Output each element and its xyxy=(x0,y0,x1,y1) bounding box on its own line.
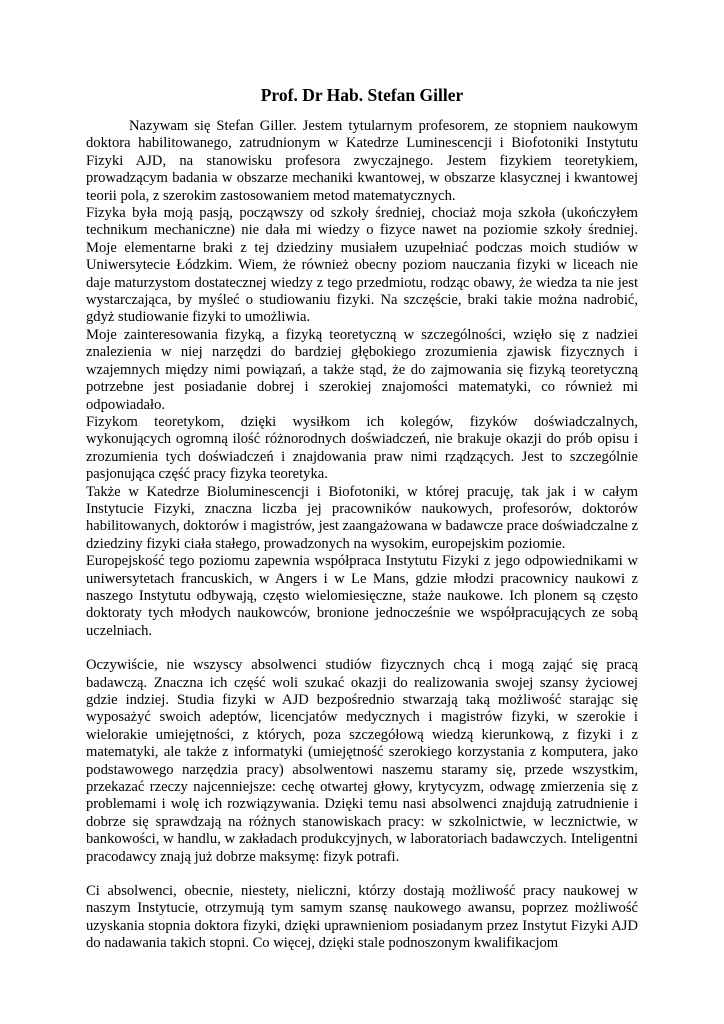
document-page xyxy=(86,84,638,953)
paragraph-graduates: Oczywiście, nie wszyscy absolwenci studiów fizycznych chcą i mogą zająć się pracą badawczą. Znaczna ich część woli szukać okazji do realizowania swojej szansy życiowej gdzie indziej. Studia fizyki w AJD bezpośrednio stwarzają taką możliwość starając się wyposażyć swoich adeptów, licencjatów medycznych i magistrów fizyki, w szerokie i wielorakie umiejętności, z których, poza szczegółową wiedzą kierunkową, z fizyki i z matematyki, ale także z informatyki (umiejętność szerokiego korzystania z komputera, jako podstawowego narzędzia pracy) absolwentowi naszemu staramy się, przede wszystkim, przekazać rzeczy najcenniejsze: cechę otwartej głowy, krytycyzm, odwagę zmierzenia się z problemami i wolę ich rozwiązywania. Dzięki temu nasi absolwenci znajdują zatrudnienie i dobrze się sprawdzają na różnych stanowiskach pracy: w szkolnictwie, w lecznictwie, w bankowości, w handlu, w zakładach produkcyjnych, w laboratoriach badawczych. Inteligentni pracodawcy znają już dobrze maksymę: fizyk potrafi. xyxy=(86,657,638,865)
paragraph-scientific-career: Ci absolwenci, obecnie, niestety, nieliczni, którzy dostają możliwość pracy naukowej w naszym Instytucie, otrzymują tym samym szansę naukowego awansu, poprzez możliwość uzyskania stopnia doktora fizyki, dzięki uprawnieniom posiadanym przez Instytut Fizyki AJD do nadawania takich stopni. Co więcej, dzięki stale podnoszonym kwalifikacjom xyxy=(86,883,638,952)
document-title: Prof. Dr Hab. Stefan Giller xyxy=(260,85,464,105)
paragraph-introduction: Nazywam się Stefan Giller. Jestem tytularnym profesorem, ze stopniem naukowym doktora habilitowanego, zatrudnionym w Katedrze Luminescencji i Biofotoniki Instytutu Fizyki AJD, na stanowisku profesora zwyczajnego. Jestem fizykiem teoretykiem, prowadzącym badania w obszarze mechaniki kwantowej, w obszarze klasycznej i kwantowej teorii pola, z szerokim zastosowaniem metod matematycznych. xyxy=(86,118,638,204)
paragraph-interests: Moje zainteresowania fizyką, a fizyką teoretyczną w szczególności, wzięło się z nadziei znalezienia w niej narzędzi do bardziej głębokiego zrozumienia zjawisk fizycznych i wzajemnych między nimi powiązań, a także stąd, że do zajmowania się fizyką teoretyczną potrzebne jest posiadanie dobrej i szerokiej znajomości matematyki, co również mi odpowiadało. xyxy=(86,326,638,413)
paragraph-european-cooperation: Europejskość tego poziomu zapewnia współpraca Instytutu Fizyki z jego odpowiednikami w uniwersytetach francuskich, w Angers i w Le Mans, gdzie młodzi pracownicy naukowi z naszego Instytutu odbywają, często wielomiesięczne, staże naukowe. Ich plonem są często doktoraty tych młodych naukowców, bronione jednocześnie we współpracujących ze sobą uczelniach. xyxy=(86,553,638,639)
paragraph-theorists: Fizykom teoretykom, dzięki wysiłkom ich kolegów, fizyków doświadczalnych, wykonujących ogromną ilość różnorodnych doświadczeń, nie brakuje okazji do prób opisu i zrozumienia tych doświadczeń i znajdowania praw nimi rządzących. Jest to szczególnie pasjonująca część pracy fizyka teoretyka. xyxy=(86,413,638,483)
paragraph-department-research: Także w Katedrze Bioluminescencji i Biofotoniki, w której pracuję, tak jak i w całym Instytucie Fizyki, znaczna liczba jej pracowników naukowych, profesorów, doktorów habilitowanych, doktorów i magistrów, jest zaangażowana w badawcze prace doświadczalne z dziedziny fizyki ciała stałego, prowadzonych na wysokim, europejskim poziomie. xyxy=(86,483,638,552)
paragraph-passion-for-physics: Fizyka była moją pasją, począwszy od szkoły średniej, chociaż moja szkoła (ukończyłem technikum mechaniczne) nie dała mi wiedzy o fizyce nawet na poziomie szkoły średniej. Moje elementarne braki z tej dziedziny musiałem uzupełniać podczas moich studiów w Uniwersytecie Łódzkim. Wiem, że również obecny poziom nauczania fizyki w liceach nie daje maturzystom dostatecznej wiedzy z tego przedmiotu, rodząc obawy, że wiedza ta nie jest wystarczająca, by myśleć o studiowaniu fizyki. Na szczęście, braki takie można nadrobić, gdyż studiowanie fizyki to umożliwia. xyxy=(86,205,638,326)
